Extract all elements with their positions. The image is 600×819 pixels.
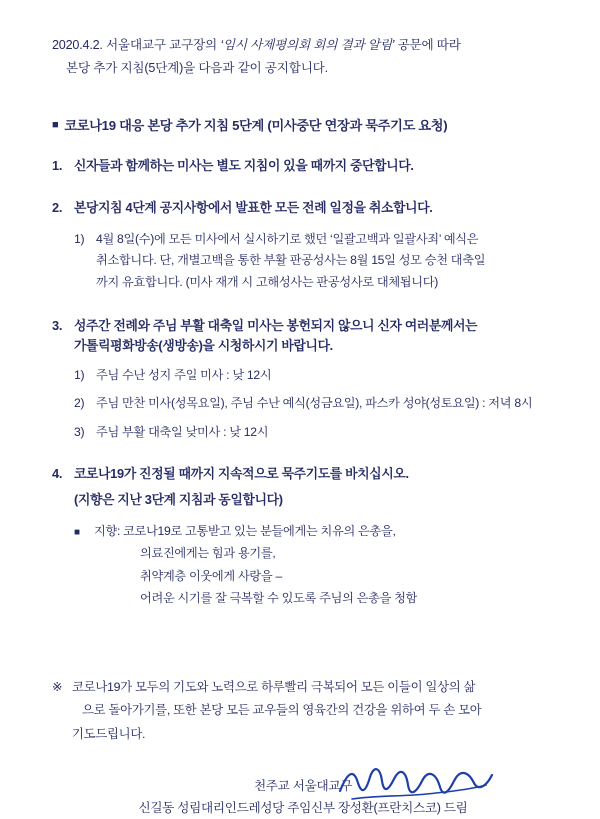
closing-note-line: 코로나19가 모두의 기도와 노력으로 하루빨리 극복되어 모든 이들이 일상의 삶	[72, 679, 476, 694]
intention-line: 취약계층 이웃에게 사랑을 –	[140, 568, 282, 583]
item-number: 2.	[52, 200, 63, 216]
signature-line-1: 천주교 서울대교구	[253, 778, 353, 793]
list-item	[52, 198, 554, 218]
sub-item-number: 1)	[74, 231, 85, 246]
list-item	[52, 464, 554, 484]
sub-list-number: 2)	[74, 396, 85, 411]
intro-line-1	[52, 34, 554, 57]
sub-item-line: 4월 8일(수)에 모든 미사에서 실시하기로 했던 ‘일괄고백과 일괄사죄’ 예식은	[96, 231, 479, 246]
sub-item-line: 취소합니다. 단, 개별고백을 통한 부활 판공성사는 8월 15일 성모 승천 대축일	[96, 253, 486, 268]
closing-note-line: 기도드립니다.	[72, 727, 146, 742]
square-bullet-icon: ■	[74, 526, 80, 538]
item-number: 1.	[52, 157, 63, 173]
intention-line: 어려운 시기를 잘 극복할 수 있도록 주님의 은총을 청함	[140, 591, 418, 606]
sub-list-item	[74, 423, 554, 443]
intention-lines	[94, 520, 417, 610]
item-text: 본당지침 4단계 공지사항에서 발표한 모든 전례 일정을 취소합니다.	[74, 200, 433, 216]
signature-block	[52, 775, 554, 819]
sub-list-item	[74, 394, 554, 414]
sub-list-text: 주님 수난 성지 주일 미사 : 낮 12시	[96, 367, 272, 382]
item-number: 4.	[52, 466, 63, 482]
intro-paragraph	[52, 34, 554, 81]
intention-block	[74, 520, 554, 610]
sub-item-line: 까지 유효합니다. (미사 재개 시 고해성사는 판공성사로 대체됩니다)	[96, 274, 438, 289]
item-text-line: 성주간 전례와 주님 부활 대축일 미사는 봉헌되지 않으니 신자 여러분께서는	[74, 317, 478, 333]
item-text: 코로나19가 진정될 때까지 지속적으로 묵주기도를 바치십시오.	[74, 466, 409, 482]
item-text	[74, 316, 554, 357]
closing-note-lines	[72, 676, 554, 747]
item-number: 3.	[52, 317, 63, 333]
item-text-line: 가톨릭평화방송(생방송)을 시청하시기 바랍니다.	[74, 338, 333, 354]
intro-line-1-suffix: 공문에 따라	[394, 38, 461, 52]
item-subtext: (지향은 지난 3단계 지침과 동일합니다)	[74, 491, 283, 507]
sub-item-text	[96, 229, 554, 294]
section-heading-text: 코로나19 대응 본당 추가 지침 5단계 (미사중단 연장과 묵주기도 요청)	[64, 117, 448, 133]
intro-quoted-title: ‘임시 사제평의회 회의 결과 알림’	[220, 38, 395, 52]
list-item	[52, 316, 554, 357]
closing-note-line: 으로 돌아가기를, 또한 본당 모든 교우들의 영육간의 건강을 위하여 두 손 모아	[82, 703, 482, 718]
intro-line-2: 본당 추가 지침(5단계)을 다음과 같이 공지합니다.	[66, 61, 328, 76]
closing-note	[52, 676, 554, 747]
list-item	[52, 156, 554, 176]
sub-list-text: 주님 부활 대축일 낮미사 : 낮 12시	[96, 424, 269, 439]
reference-mark-icon: ※	[52, 679, 63, 694]
item-text: 신자들과 함께하는 미사는 별도 지침이 있을 때까지 중단합니다.	[74, 157, 414, 173]
intro-line-1-prefix: 2020.4.2. 서울대교구 교구장의	[52, 38, 221, 52]
square-bullet-icon: ■	[52, 118, 59, 131]
sub-list-number: 1)	[74, 367, 85, 382]
intention-line: 의료진에게는 힘과 용기를,	[140, 546, 276, 561]
signature-line-2: 신길동 성림대리인드레성당 주임신부 장성환(프란치스코) 드림	[138, 800, 468, 815]
section-heading	[52, 115, 554, 134]
intention-line: 지향: 코로나19로 고통받고 있는 분들에게는 치유의 은총을,	[94, 523, 396, 538]
sub-list-number: 3)	[74, 424, 85, 439]
sub-item	[74, 229, 554, 294]
sub-list-text: 주님 만찬 미사(성목요일), 주님 수난 예식(성금요일), 파스카 성야(성토요일) : 저녁 8시	[96, 396, 533, 411]
sub-list-item	[74, 366, 554, 386]
